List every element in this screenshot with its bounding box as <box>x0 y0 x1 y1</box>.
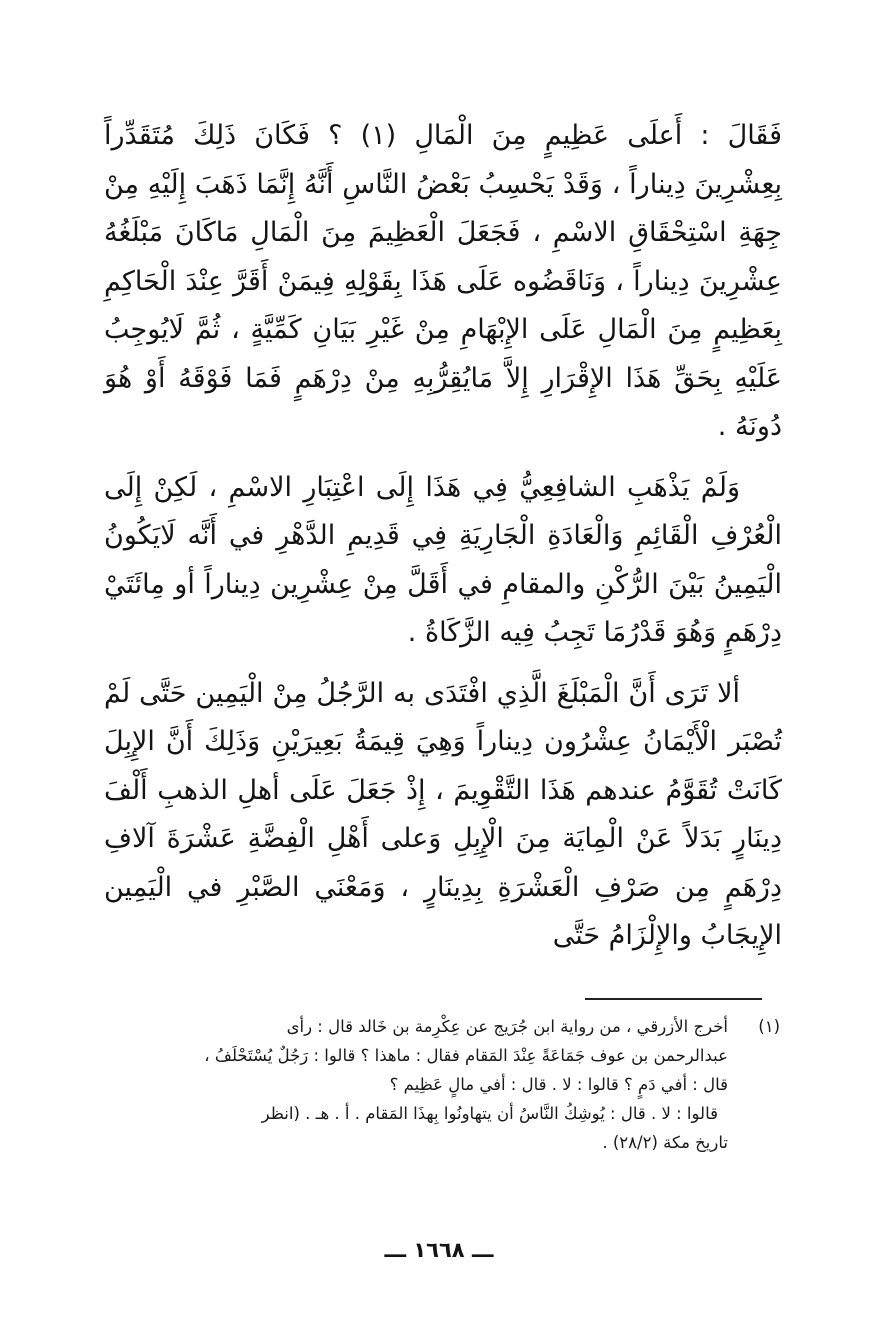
main-text-block <box>104 112 782 961</box>
footnote-line: قالوا : لا . قال : يُوشِكُ النَّاسُ أن يتهاونُوا بِهذَا المَقام . أ . هـ . (انظر <box>261 1104 718 1123</box>
footnote-body <box>104 1012 728 1157</box>
footnote-line: أخرج الأزرقي ، من رواية ابن جُرَيج عن عِكْرِمة بن خَالد قال : رأى <box>286 1017 728 1036</box>
body-paragraph: وَلَمْ يَذْهَبِ الشافِعِيُّ فِي هَذَا إِلَى اعْتِبَارِ الاسْمِ ، لَكِنْ إِلَى الْعُرْفِ الْقَائِمِ وَالْعَادَةِ الْجَارِيَةِ فِي قَدِيمِ الدَّهْرِ في أَنَّه لَايَكُونُ الْيَمِينُ بَيْنَ الرُّكْنِ والمقامِ في أَقَلَّ مِنْ عِشْرِين دِيناراً أو مِائَتَيْ دِرْهَمٍ وَهُوَ قَدْرُمَا تَجِبُ فِيه الزَّكَاةُ . <box>104 471 782 648</box>
footnote-marker: (١) <box>758 1017 780 1036</box>
footnote-line: تاريخ مكة (٢٨/٢) . <box>602 1133 728 1152</box>
footnotes-block <box>104 1012 780 1157</box>
footnote-separator <box>585 998 762 1000</box>
page-number: ـــ ١٦٦٨ ـــ <box>384 1238 494 1262</box>
footnote-item <box>104 1012 780 1157</box>
body-paragraph: فَقَالَ : أَعلَى عَظِيمٍ مِنَ الْمَالِ (١) ؟ فَكَانَ ذَلِكَ مُتَقَدِّراً بِعِشْرِينَ دِيناراً ، وَقَدْ يَحْسِبُ بَعْضُ النَّاسِ أَنَّهُ إِنَّمَا ذَهَبَ إِلَيْهِ مِنْ جِهَةِ اسْتِحْقَاقِ الاسْمِ ، فَجَعَلَ الْعَظِيمَ مِنَ الْمَالِ مَاكَانَ مَبْلَغُهُ عِشْرِينَ دِيناراً ، وَنَاقَضُوه عَلَى هَذَا بِقَوْلِهِ فِيمَنْ أَقَرَّ عِنْدَ الْحَاكِمِ بِعَظِيمٍ مِنَ الْمَالِ عَلَى الإِبْهَامِ مِنْ غَيْرِ بَيَانِ كَمِّيَّةٍ ، ثُمَّ لَايُوجِبُ عَلَيْهِ بِحَقِّ هَذَا الإِقْرَارِ إِلاَّ مَايُقِرُّبِهِ مِنْ دِرْهَمٍ فَمَا فَوْقَهُ أَوْ هُوَ دُونَهُ . <box>104 120 782 442</box>
footnote-line: عبدالرحمن بن عوف جَمَاعَةً عِنْدَ المَقام فقال : ماهذا ؟ قالوا : رَجُلٌ يُسْتَحْلَفُ ، <box>204 1046 728 1065</box>
body-paragraph: ألا تَرَى أَنَّ الْمَبْلَغَ الَّذِي افْتَدَى به الرَّجُلُ مِنْ الْيَمِين حَتَّى لَمْ تُصْبَر الْأَيْمَانُ عِشْرُون دِيناراً وَهِيَ قِيمَةُ بَعِيرَيْنِ وَذَلِكَ أَنَّ الإِبِلَ كَانَتْ تُقَوَّمُ عندهم هَذَا التَّقْوِيمَ ، إِذْ جَعَلَ عَلَى أهلِ الذهبِ أَلْفَ دِينَارٍ بَدَلاً عَنْ الْمِايَة مِنَ الْإِبِلِ وَعلى أَهْلِ الْفِضَّةِ عَشْرَةَ آلافِ دِرْهَمٍ مِن صَرْفِ الْعَشْرَةِ بِدِينَارٍ ، وَمَعْنَي الصَّبْرِ في الْيَمِين الإِيجَابُ والإِلْزَامُ حَتَّى <box>104 677 782 951</box>
footnote-line: قال : أفي دَمٍ ؟ قالوا : لا . قال : أفي مالٍ عَظِيم ؟ <box>389 1075 728 1094</box>
